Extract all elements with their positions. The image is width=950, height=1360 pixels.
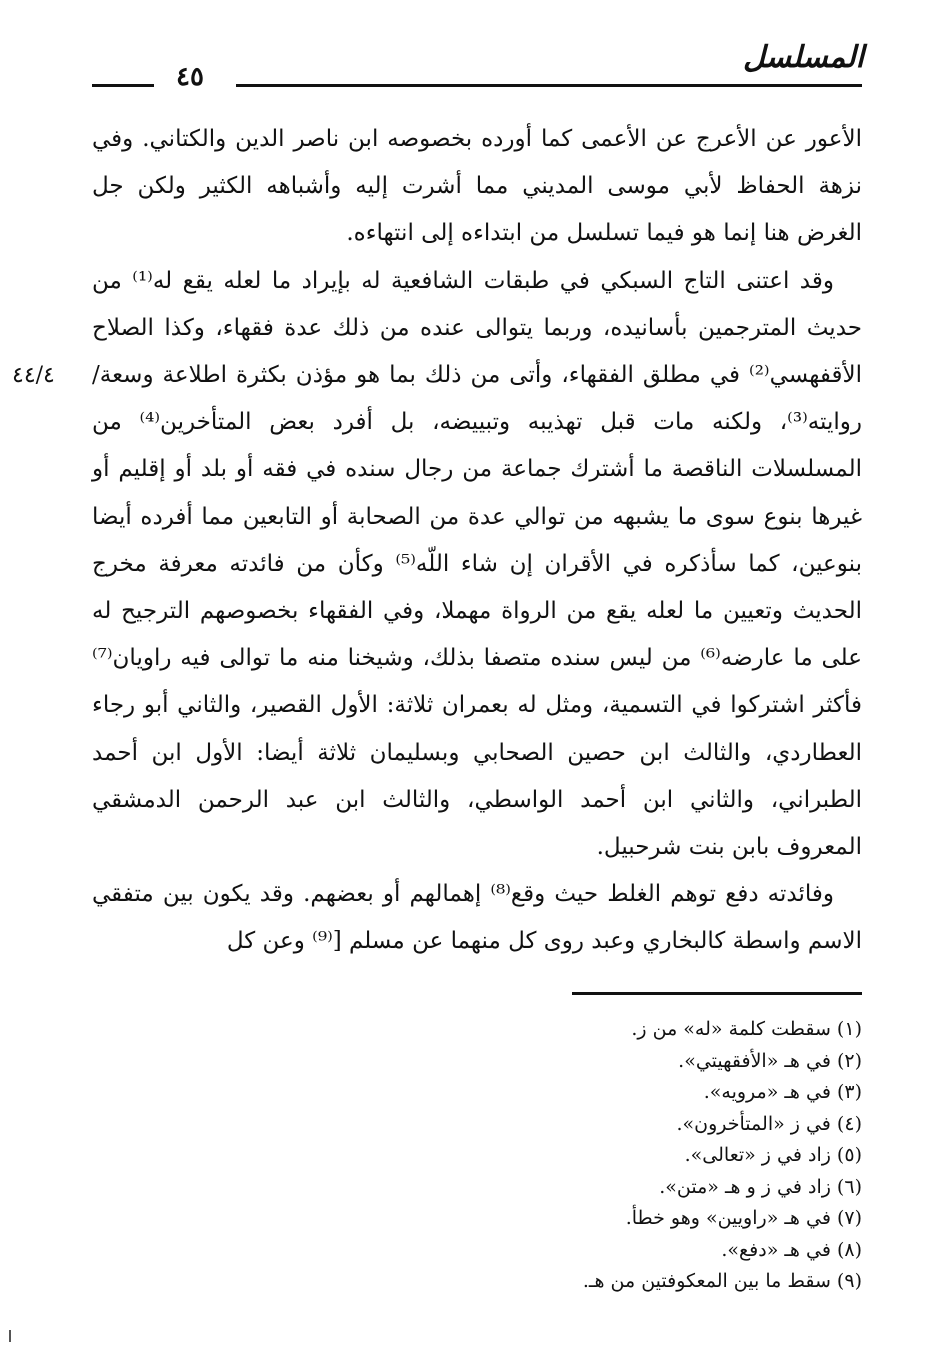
main-text xyxy=(92,116,862,966)
footnote: (٧) في هـ «راويين» وهو خطأ. xyxy=(625,1207,862,1229)
scan-artifact xyxy=(9,1330,11,1342)
running-title: المسلسل xyxy=(743,40,864,75)
footnote-separator xyxy=(572,992,862,995)
footnote: (٤) في ز «المتأخرون». xyxy=(676,1112,862,1135)
header-rule-left xyxy=(92,84,154,87)
page-number: ٤٥ xyxy=(176,62,204,92)
footnote: (٩) سقط ما بين المعكوفتين من هـ. xyxy=(582,1270,862,1292)
paragraph: وقد اعتنى التاج السبكي في طبقات الشافعية له بإيراد ما لعله يقع له⁽¹⁾ من حديث المترجمين بأسانيده، وربما يتوالى عنده من ذلك عدة فقهاء، وكذا الصلاح الأقفهسي⁽²⁾ في مطلق الفقهاء، وأتى من ذلك بما هو مؤذن بكثرة اطلاعة وسعة/ روايته⁽³⁾، ولكنه مات قبل تهذيبه وتبييضه، بل أفرد بعض المتأخرين⁽⁴⁾ من المسلسلات الناقصة ما أشترك جماعة من رجال سنده في فقه أو بلد أو إقليم أو غيرها بنوع سوى ما يشبهه من توالي عدة من الصحابة أو التابعين مما أفرده أيضا بنوعين، كما سأذكره في الأقران إن شاء اللّه⁽⁵⁾ وكأن من فائدته معرفة مخرج الحديث وتعيين ما لعله يقع من الرواة مهملا، وفي الفقهاء بخصوصهم الترجيح له على ما عارضه⁽⁶⁾ من ليس سنده متصفا بذلك، وشيخنا منه ما توالى فيه راويان⁽⁷⁾ فأكثر اشتركوا في التسمية، ومثل له بعمران ثلاثة: الأول القصير، والثاني أبو رجاء العطاردي، والثالث ابن حصين الصحابي وبسليمان ثلاثة أيضا: الأول ابن أحمد الطبراني، والثاني ابن أحمد الواسطي، والثالث ابن عبد الرحمن الدمشقي المعروف بابن بنت شرحبيل. xyxy=(92,267,862,861)
footnote: (٨) في هـ «دفع». xyxy=(721,1238,862,1261)
paragraph: وفائدته دفع توهم الغلط حيث وقع⁽⁸⁾ إهمالهم أو بعضهم. وقد يكون بين متفقي الاسم واسطة كالبخاري وعبد روى كل منهما عن مسلم [⁽⁹⁾ وعن كل xyxy=(92,881,862,955)
footnote: (٥) زاد في ز «تعالى». xyxy=(684,1144,862,1166)
margin-page-reference: ٤٤/٤ xyxy=(12,363,55,388)
footnote: (٦) زاد في ز و هـ «متن». xyxy=(659,1175,862,1198)
header-rule-right xyxy=(236,84,862,87)
paragraph: الأعور عن الأعرج عن الأعمى كما أورده بخصوصه ابن ناصر الدين والكتاني. وفي نزهة الحفاظ لأبي موسى المديني مما أشرت إليه وأشباهه الكثير ولكن جل الغرض هنا إنما هو فيما تسلسل من ابتداءه إلى انتهاءه. xyxy=(92,126,862,247)
footnote: (٣) في هـ «مرويه». xyxy=(703,1081,862,1103)
footnotes xyxy=(300,1014,862,1298)
footnote: (١) سقطت كلمة «له» من ز. xyxy=(631,1018,862,1040)
footnote: (٢) في هـ «الأفقهيتي». xyxy=(678,1049,862,1072)
